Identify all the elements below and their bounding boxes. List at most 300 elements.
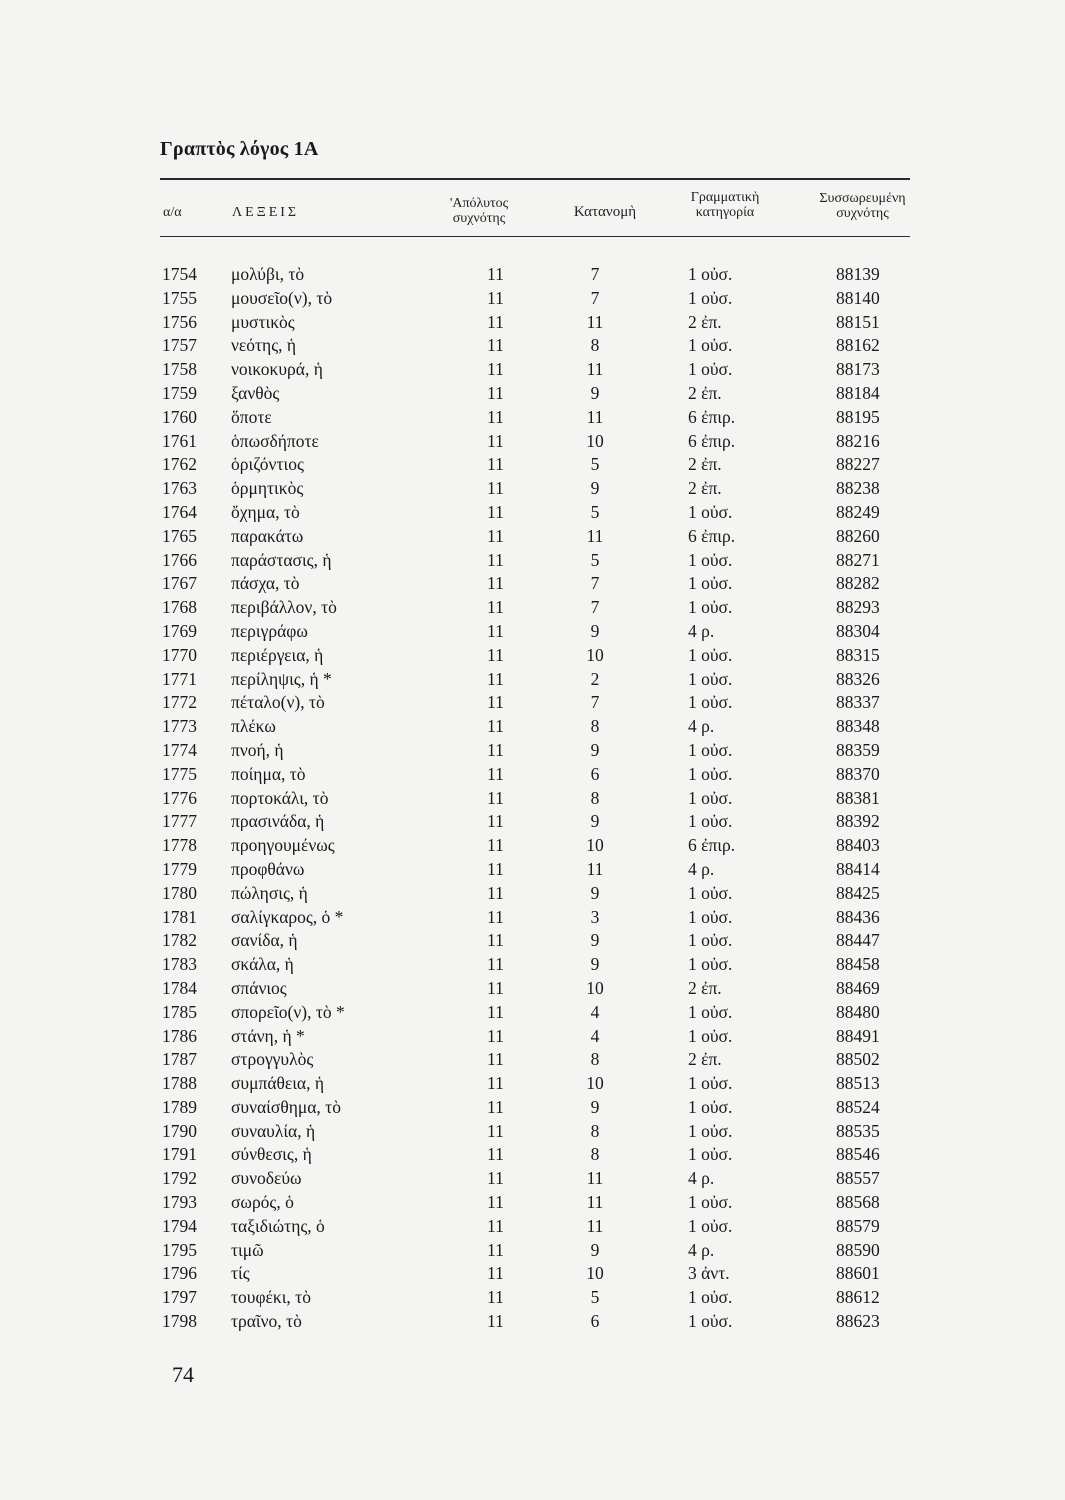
row-absolute-frequency: 11 — [487, 264, 504, 284]
row-word: προφθάνω — [231, 858, 305, 879]
row-grammatical-category: 2 ἐπ. — [688, 478, 722, 499]
row-word: περιγράφω — [231, 620, 308, 641]
row-grammatical-category: 2 ἐπ. — [688, 382, 722, 403]
row-absolute-frequency: 11 — [487, 1120, 504, 1141]
row-grammatical-category: 1 οὐσ. — [688, 692, 733, 713]
row-grammatical-category: 1 οὐσ. — [688, 501, 733, 522]
row-grammatical-category: 1 οὐσ. — [688, 644, 733, 665]
row-word: περιβάλλον, τὸ — [231, 597, 337, 618]
table-row — [0, 501, 1065, 525]
row-absolute-frequency: 11 — [487, 1168, 504, 1189]
row-cumulative-frequency: 88612 — [836, 1287, 880, 1308]
row-distribution: 11 — [586, 359, 604, 380]
row-absolute-frequency: 11 — [487, 644, 504, 665]
row-distribution: 5 — [590, 501, 600, 522]
row-cumulative-frequency: 88381 — [836, 787, 880, 808]
row-cumulative-frequency: 88260 — [836, 525, 880, 546]
table-row — [0, 477, 1065, 501]
table-row — [0, 1096, 1065, 1120]
row-word: ταξιδιώτης, ὁ — [231, 1215, 325, 1236]
row-word: μυστικὸς — [231, 311, 295, 332]
row-absolute-frequency: 11 — [487, 1025, 504, 1046]
row-grammatical-category: 4 ρ. — [688, 620, 715, 641]
row-word: τίς — [231, 1263, 250, 1284]
row-grammatical-category: 6 ἐπιρ. — [688, 525, 736, 546]
header-rule-top — [160, 178, 910, 180]
row-absolute-frequency: 11 — [487, 359, 504, 380]
row-word: πάσχα, τὸ — [231, 573, 300, 594]
row-number: 1754 — [162, 264, 197, 284]
row-cumulative-frequency: 88326 — [836, 668, 880, 689]
frequency-table — [0, 263, 1065, 1334]
table-row — [0, 953, 1065, 977]
row-absolute-frequency: 11 — [487, 406, 504, 427]
row-grammatical-category: 1 οὐσ. — [688, 1120, 733, 1141]
row-word: πλέκω — [231, 716, 276, 737]
row-cumulative-frequency: 88140 — [836, 287, 880, 308]
row-absolute-frequency: 11 — [487, 1311, 504, 1332]
row-word: συνοδεύω — [231, 1168, 302, 1189]
table-row — [0, 644, 1065, 668]
row-distribution: 11 — [586, 858, 604, 879]
row-number: 1779 — [162, 858, 197, 879]
row-grammatical-category: 1 οὐσ. — [688, 930, 733, 951]
row-number: 1764 — [162, 501, 197, 522]
row-grammatical-category: 1 οὐσ. — [688, 1096, 733, 1117]
row-cumulative-frequency: 88216 — [836, 430, 880, 451]
row-absolute-frequency: 11 — [487, 1287, 504, 1308]
row-absolute-frequency: 11 — [487, 668, 504, 689]
row-cumulative-frequency: 88315 — [836, 644, 880, 665]
row-word: σπάνιος — [231, 977, 287, 998]
row-distribution: 7 — [590, 264, 600, 284]
row-absolute-frequency: 11 — [487, 454, 504, 475]
row-distribution: 10 — [586, 430, 604, 451]
row-number: 1763 — [162, 478, 197, 499]
row-number: 1768 — [162, 597, 197, 618]
row-number: 1783 — [162, 954, 197, 975]
column-header-grammatical-category — [670, 190, 780, 220]
table-row — [0, 430, 1065, 454]
table-row — [0, 906, 1065, 930]
row-distribution: 10 — [586, 835, 604, 856]
table-row — [0, 406, 1065, 430]
row-absolute-frequency: 11 — [487, 1239, 504, 1260]
row-grammatical-category: 1 οὐσ. — [688, 1311, 733, 1332]
column-header-absolute-frequency-line2: συχνότης — [452, 211, 506, 226]
row-grammatical-category: 2 ἐπ. — [688, 454, 722, 475]
table-row — [0, 572, 1065, 596]
row-number: 1760 — [162, 406, 197, 427]
row-word: προηγουμένως — [231, 835, 335, 856]
row-word: παράστασις, ἡ — [231, 549, 332, 570]
row-grammatical-category: 1 οὐσ. — [688, 668, 733, 689]
row-word: μολύβι, τὸ — [231, 264, 305, 284]
row-distribution: 6 — [590, 763, 600, 784]
row-distribution: 4 — [590, 1025, 600, 1046]
row-number: 1766 — [162, 549, 197, 570]
row-number: 1786 — [162, 1025, 197, 1046]
row-absolute-frequency: 11 — [487, 1073, 504, 1094]
row-word: νεότης, ἡ — [231, 335, 297, 356]
table-row — [0, 453, 1065, 477]
table-row — [0, 1048, 1065, 1072]
column-header-absolute-frequency — [424, 196, 534, 226]
row-number: 1778 — [162, 835, 197, 856]
table-row — [0, 834, 1065, 858]
table-row — [0, 1286, 1065, 1310]
row-grammatical-category: 1 οὐσ. — [688, 906, 733, 927]
row-cumulative-frequency: 88557 — [836, 1168, 880, 1189]
row-absolute-frequency: 11 — [487, 787, 504, 808]
row-cumulative-frequency: 88359 — [836, 739, 880, 760]
row-grammatical-category: 1 οὐσ. — [688, 287, 733, 308]
row-cumulative-frequency: 88403 — [836, 835, 880, 856]
row-distribution: 11 — [586, 1192, 604, 1213]
row-word: ὅποτε — [231, 406, 272, 427]
table-row — [0, 358, 1065, 382]
row-word: σανίδα, ἡ — [231, 930, 298, 951]
column-header-grammatical-category-line1: Γραμματικὴ — [690, 190, 760, 205]
row-grammatical-category: 4 ρ. — [688, 716, 715, 737]
row-distribution: 10 — [586, 977, 604, 998]
row-word: περιέργεια, ἡ — [231, 644, 324, 665]
table-row — [0, 1262, 1065, 1286]
row-word: πρασινάδα, ἡ — [231, 811, 325, 832]
row-distribution: 9 — [590, 1239, 600, 1260]
row-grammatical-category: 1 οὐσ. — [688, 739, 733, 760]
row-grammatical-category: 1 οὐσ. — [688, 264, 733, 284]
row-word: τιμῶ — [231, 1239, 264, 1260]
row-distribution: 6 — [590, 1311, 600, 1332]
row-absolute-frequency: 11 — [487, 1001, 504, 1022]
row-number: 1765 — [162, 525, 197, 546]
row-cumulative-frequency: 88458 — [836, 954, 880, 975]
column-header-grammatical-category-line2: κατηγορία — [695, 205, 755, 220]
row-word: στρογγυλὸς — [231, 1049, 314, 1070]
table-row — [0, 1120, 1065, 1144]
row-distribution: 7 — [590, 287, 600, 308]
row-number: 1798 — [162, 1311, 197, 1332]
page-title: Γραπτὸς λόγος 1A — [160, 138, 319, 160]
row-grammatical-category: 4 ρ. — [688, 1168, 715, 1189]
table-row — [0, 620, 1065, 644]
table-row — [0, 739, 1065, 763]
row-distribution: 8 — [590, 335, 600, 356]
row-absolute-frequency: 11 — [487, 549, 504, 570]
row-number: 1770 — [162, 644, 197, 665]
table-row — [0, 1143, 1065, 1167]
row-absolute-frequency: 11 — [487, 811, 504, 832]
row-grammatical-category: 2 ἐπ. — [688, 977, 722, 998]
row-word: πνοή, ἡ — [231, 739, 284, 760]
row-grammatical-category: 1 οὐσ. — [688, 359, 733, 380]
row-number: 1780 — [162, 882, 197, 903]
row-cumulative-frequency: 88447 — [836, 930, 880, 951]
row-absolute-frequency: 11 — [487, 763, 504, 784]
row-number: 1777 — [162, 811, 197, 832]
row-number: 1767 — [162, 573, 197, 594]
row-word: σύνθεσις, ἡ — [231, 1144, 312, 1165]
row-cumulative-frequency: 88195 — [836, 406, 880, 427]
row-cumulative-frequency: 88282 — [836, 573, 880, 594]
row-word: περίληψις, ἡ * — [231, 668, 332, 689]
row-number: 1757 — [162, 335, 197, 356]
row-number: 1755 — [162, 287, 197, 308]
column-header-cumulative-frequency — [805, 191, 920, 221]
row-absolute-frequency: 11 — [487, 573, 504, 594]
row-distribution: 4 — [590, 1001, 600, 1022]
row-number: 1756 — [162, 311, 197, 332]
row-cumulative-frequency: 88173 — [836, 359, 880, 380]
row-number: 1761 — [162, 430, 197, 451]
page-number: 74 — [172, 1362, 194, 1387]
table-row — [0, 668, 1065, 692]
row-distribution: 7 — [590, 597, 600, 618]
row-cumulative-frequency: 88184 — [836, 382, 880, 403]
table-row — [0, 549, 1065, 573]
row-absolute-frequency: 11 — [487, 906, 504, 927]
row-distribution: 8 — [590, 1049, 600, 1070]
row-distribution: 9 — [590, 478, 600, 499]
row-number: 1772 — [162, 692, 197, 713]
row-distribution: 9 — [590, 739, 600, 760]
row-distribution: 11 — [586, 1215, 604, 1236]
row-grammatical-category: 1 οὐσ. — [688, 763, 733, 784]
column-header-distribution: Κατανομὴ — [573, 204, 637, 220]
row-distribution: 11 — [586, 525, 604, 546]
row-cumulative-frequency: 88139 — [836, 264, 880, 284]
row-cumulative-frequency: 88414 — [836, 858, 880, 879]
header-rule-bottom — [160, 236, 910, 237]
table-row — [0, 1191, 1065, 1215]
row-absolute-frequency: 11 — [487, 882, 504, 903]
row-absolute-frequency: 11 — [487, 930, 504, 951]
row-cumulative-frequency: 88590 — [836, 1239, 880, 1260]
row-cumulative-frequency: 88502 — [836, 1049, 880, 1070]
row-number: 1775 — [162, 763, 197, 784]
row-distribution: 2 — [590, 668, 600, 689]
row-distribution: 9 — [590, 620, 600, 641]
row-distribution: 9 — [590, 811, 600, 832]
row-grammatical-category: 6 ἐπιρ. — [688, 430, 736, 451]
row-number: 1759 — [162, 382, 197, 403]
column-header-aa: α/α — [163, 205, 182, 220]
row-grammatical-category: 1 οὐσ. — [688, 811, 733, 832]
table-row — [0, 525, 1065, 549]
row-grammatical-category: 1 οὐσ. — [688, 1144, 733, 1165]
row-number: 1773 — [162, 716, 197, 737]
row-cumulative-frequency: 88469 — [836, 977, 880, 998]
row-grammatical-category: 1 οὐσ. — [688, 787, 733, 808]
table-row — [0, 1215, 1065, 1239]
table-row — [0, 1239, 1065, 1263]
row-number: 1771 — [162, 668, 197, 689]
row-word: στάνη, ἡ * — [231, 1025, 305, 1046]
row-cumulative-frequency: 88392 — [836, 811, 880, 832]
row-grammatical-category: 1 οὐσ. — [688, 549, 733, 570]
table-row — [0, 1072, 1065, 1096]
row-grammatical-category: 1 οὐσ. — [688, 597, 733, 618]
row-number: 1781 — [162, 906, 197, 927]
row-number: 1784 — [162, 977, 197, 998]
table-row — [0, 763, 1065, 787]
row-distribution: 11 — [586, 311, 604, 332]
row-cumulative-frequency: 88238 — [836, 478, 880, 499]
row-cumulative-frequency: 88227 — [836, 454, 880, 475]
table-row — [0, 787, 1065, 811]
row-distribution: 10 — [586, 644, 604, 665]
row-cumulative-frequency: 88623 — [836, 1311, 880, 1332]
row-absolute-frequency: 11 — [487, 382, 504, 403]
row-grammatical-category: 1 οὐσ. — [688, 954, 733, 975]
row-cumulative-frequency: 88535 — [836, 1120, 880, 1141]
row-absolute-frequency: 11 — [487, 716, 504, 737]
row-grammatical-category: 1 οὐσ. — [688, 1215, 733, 1236]
table-row — [0, 1001, 1065, 1025]
row-distribution: 8 — [590, 1144, 600, 1165]
row-cumulative-frequency: 88568 — [836, 1192, 880, 1213]
row-distribution: 9 — [590, 382, 600, 403]
row-absolute-frequency: 11 — [487, 478, 504, 499]
row-distribution: 8 — [590, 1120, 600, 1141]
row-grammatical-category: 6 ἐπιρ. — [688, 835, 736, 856]
row-absolute-frequency: 11 — [487, 525, 504, 546]
row-word: σπορεῖο(ν), τὸ * — [231, 1001, 345, 1022]
row-absolute-frequency: 11 — [487, 1096, 504, 1117]
row-number: 1774 — [162, 739, 197, 760]
row-absolute-frequency: 11 — [487, 1144, 504, 1165]
row-cumulative-frequency: 88249 — [836, 501, 880, 522]
row-absolute-frequency: 11 — [487, 1263, 504, 1284]
row-word: ξανθὸς — [231, 382, 280, 403]
row-word: μουσεῖο(ν), τὸ — [231, 287, 333, 308]
row-word: νοικοκυρά, ἡ — [231, 359, 323, 380]
row-absolute-frequency: 11 — [487, 739, 504, 760]
row-cumulative-frequency: 88348 — [836, 716, 880, 737]
row-word: συμπάθεια, ἡ — [231, 1073, 324, 1094]
row-absolute-frequency: 11 — [487, 430, 504, 451]
row-distribution: 8 — [590, 716, 600, 737]
row-cumulative-frequency: 88546 — [836, 1144, 880, 1165]
row-number: 1793 — [162, 1192, 197, 1213]
row-grammatical-category: 1 οὐσ. — [688, 335, 733, 356]
row-distribution: 5 — [590, 454, 600, 475]
row-grammatical-category: 4 ρ. — [688, 1239, 715, 1260]
table-row — [0, 858, 1065, 882]
column-header-cumulative-frequency-line2: συχνότης — [836, 206, 889, 221]
row-cumulative-frequency: 88151 — [836, 311, 880, 332]
row-grammatical-category: 3 ἀντ. — [688, 1263, 730, 1284]
row-number: 1769 — [162, 620, 197, 641]
row-absolute-frequency: 11 — [487, 977, 504, 998]
row-distribution: 11 — [586, 406, 604, 427]
table-row — [0, 810, 1065, 834]
row-distribution: 7 — [590, 573, 600, 594]
row-absolute-frequency: 11 — [487, 1192, 504, 1213]
row-distribution: 9 — [590, 1096, 600, 1117]
row-grammatical-category: 1 οὐσ. — [688, 1073, 733, 1094]
row-grammatical-category: 4 ρ. — [688, 858, 715, 879]
row-word: συναίσθημα, τὸ — [231, 1096, 341, 1117]
row-distribution: 9 — [590, 882, 600, 903]
row-number: 1758 — [162, 359, 197, 380]
row-cumulative-frequency: 88579 — [836, 1215, 880, 1236]
row-grammatical-category: 6 ἐπιρ. — [688, 406, 736, 427]
column-header-cumulative-frequency-line1: Συσσωρευμένη — [819, 191, 906, 206]
row-distribution: 5 — [590, 549, 600, 570]
row-absolute-frequency: 11 — [487, 597, 504, 618]
row-number: 1776 — [162, 787, 197, 808]
table-row — [0, 715, 1065, 739]
row-cumulative-frequency: 88480 — [836, 1001, 880, 1022]
table-row — [0, 334, 1065, 358]
row-cumulative-frequency: 88271 — [836, 549, 880, 570]
row-word: σαλίγκαρος, ὁ * — [231, 906, 344, 927]
row-grammatical-category: 1 οὐσ. — [688, 882, 733, 903]
row-word: πορτοκάλι, τὸ — [231, 787, 329, 808]
row-word: τραῖνο, τὸ — [231, 1311, 302, 1332]
table-row — [0, 1167, 1065, 1191]
row-number: 1796 — [162, 1263, 197, 1284]
row-word: ὁριζόντιος — [231, 454, 304, 475]
row-absolute-frequency: 11 — [487, 835, 504, 856]
row-distribution: 7 — [590, 692, 600, 713]
row-word: ὁπωσδήποτε — [231, 430, 319, 451]
row-grammatical-category: 1 οὐσ. — [688, 1025, 733, 1046]
row-word: σωρός, ὁ — [231, 1192, 294, 1213]
row-number: 1790 — [162, 1120, 197, 1141]
row-absolute-frequency: 11 — [487, 1215, 504, 1236]
row-absolute-frequency: 11 — [487, 620, 504, 641]
row-cumulative-frequency: 88436 — [836, 906, 880, 927]
row-absolute-frequency: 11 — [487, 335, 504, 356]
column-header-words: ΛΕΞΕΙΣ — [232, 205, 300, 220]
row-cumulative-frequency: 88337 — [836, 692, 880, 713]
table-row — [0, 287, 1065, 311]
row-word: πώλησις, ἡ — [231, 882, 308, 903]
table-row — [0, 691, 1065, 715]
row-cumulative-frequency: 88524 — [836, 1096, 880, 1117]
row-absolute-frequency: 11 — [487, 311, 504, 332]
row-number: 1789 — [162, 1096, 197, 1117]
row-cumulative-frequency: 88162 — [836, 335, 880, 356]
table-row — [0, 977, 1065, 1001]
row-number: 1794 — [162, 1215, 197, 1236]
row-distribution: 5 — [590, 1287, 600, 1308]
row-absolute-frequency: 11 — [487, 858, 504, 879]
row-distribution: 9 — [590, 930, 600, 951]
row-number: 1787 — [162, 1049, 197, 1070]
row-distribution: 11 — [586, 1168, 604, 1189]
row-distribution: 8 — [590, 787, 600, 808]
row-absolute-frequency: 11 — [487, 954, 504, 975]
row-cumulative-frequency: 88425 — [836, 882, 880, 903]
table-row — [0, 263, 1065, 287]
table-row — [0, 1025, 1065, 1049]
row-number: 1782 — [162, 930, 197, 951]
row-grammatical-category: 1 οὐσ. — [688, 1001, 733, 1022]
row-distribution: 10 — [586, 1263, 604, 1284]
row-grammatical-category: 1 οὐσ. — [688, 1192, 733, 1213]
row-number: 1785 — [162, 1001, 197, 1022]
table-row — [0, 1310, 1065, 1334]
row-number: 1791 — [162, 1144, 197, 1165]
row-grammatical-category: 1 οὐσ. — [688, 573, 733, 594]
table-row — [0, 311, 1065, 335]
row-grammatical-category: 1 οὐσ. — [688, 1287, 733, 1308]
row-distribution: 10 — [586, 1073, 604, 1094]
